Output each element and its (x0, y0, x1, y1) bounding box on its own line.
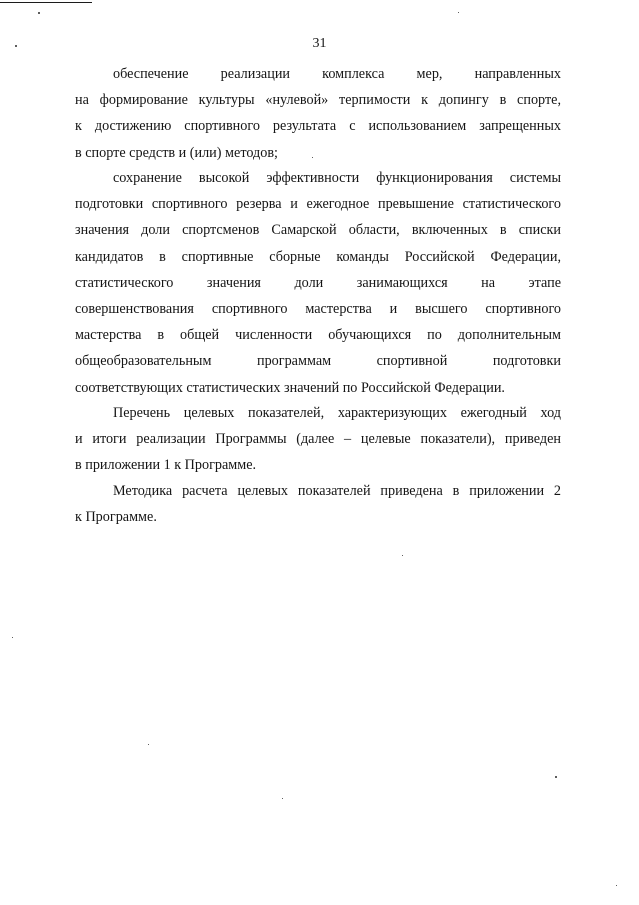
text-line: статистического значения доли занимающихся на этапе (75, 274, 561, 291)
paragraph-calculation-method (75, 478, 561, 530)
scan-speck (555, 776, 557, 778)
scan-speck (12, 637, 13, 638)
text-line: к Программе. (75, 509, 157, 526)
text-line: значения доли спортсменов Самарской области, включенных в списки (75, 222, 561, 239)
text-line: в спорте средств и (или) методов; (75, 144, 278, 161)
text-line: на формирование культуры «нулевой» терпимости к допингу в спорте, (75, 92, 561, 109)
scan-speck (402, 555, 403, 556)
text-line: Методика расчета целевых показателей приведена в приложении 2 (113, 483, 561, 499)
top-edge-rule (0, 2, 92, 3)
text-line: к достижению спортивного результата с использованием запрещенных (75, 118, 561, 135)
text-line: сохранение высокой эффективности функционирования системы (113, 170, 561, 186)
text-line: обеспечение реализации комплекса мер, направленных (113, 66, 561, 82)
page-number: 31 (312, 36, 327, 51)
scan-speck (458, 12, 459, 13)
scan-speck (148, 744, 149, 745)
text-line: совершенствования спортивного мастерства и высшего спортивного (75, 300, 561, 317)
text-line: общеобразовательным программам спортивной подготовки (75, 353, 561, 370)
text-line: кандидатов в спортивные сборные команды Российской Федерации, (75, 248, 561, 265)
scan-speck (312, 157, 313, 158)
paragraph-indicators-list (75, 400, 561, 479)
text-line: в приложении 1 к Программе. (75, 457, 257, 474)
scan-speck (616, 885, 617, 886)
text-line: мастерства в общей численности обучающихся по дополнительным (75, 327, 561, 344)
text-line: подготовки спортивного резерва и ежегодное превышение статистического (75, 196, 561, 213)
scan-speck (15, 45, 17, 47)
text-line: соответствующих статистических значений по Российской Федерации. (75, 379, 505, 396)
paragraph-anti-doping (75, 61, 561, 166)
scan-speck (38, 12, 40, 14)
text-line: и итоги реализации Программы (далее – целевые показатели), приведен (75, 431, 561, 448)
paragraph-sport-reserve (75, 165, 561, 401)
text-line: Перечень целевых показателей, характеризующих ежегодный ход (113, 405, 561, 421)
scan-speck (282, 798, 283, 799)
